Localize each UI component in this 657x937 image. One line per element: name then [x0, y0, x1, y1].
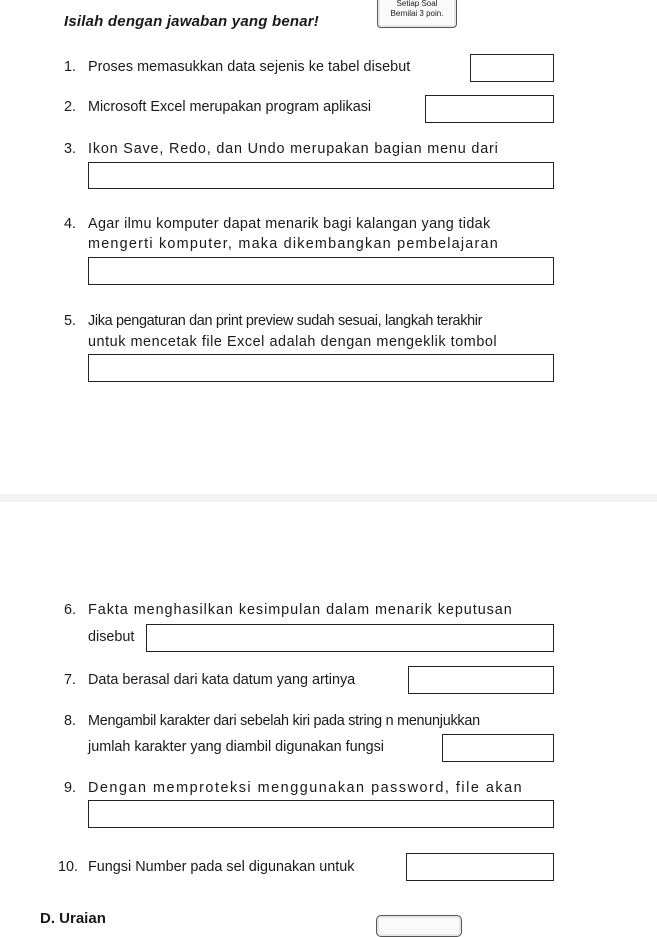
score-badge-line2: Bernilai 3 poin.	[390, 9, 444, 18]
answer-box-3[interactable]	[88, 162, 554, 189]
question-number: 1.	[64, 59, 77, 75]
page-divider	[0, 494, 657, 502]
score-badge	[377, 0, 457, 28]
answer-box-1[interactable]	[470, 54, 554, 82]
question-text: Fungsi Number pada sel digunakan untuk	[88, 859, 355, 875]
question-text: disebut	[88, 629, 135, 645]
question-text: jumlah karakter yang diambil digunakan fungsi	[88, 739, 384, 755]
question-text: Proses memasukkan data sejenis ke tabel disebut	[88, 59, 411, 75]
question-text: Dengan memproteksi menggunakan password, file akan	[88, 780, 524, 796]
question-text: Microsoft Excel merupakan program aplikasi	[88, 99, 372, 115]
answer-box-5[interactable]	[88, 354, 554, 382]
section-heading: D. Uraian	[40, 910, 106, 927]
answer-box-10[interactable]	[406, 853, 554, 881]
score-badge-line1: Setiap Soal	[396, 0, 438, 8]
question-number: 8.	[64, 713, 77, 729]
question-number: 10.	[58, 859, 79, 875]
question-text: Fakta menghasilkan kesimpulan dalam menarik keputusan	[88, 602, 513, 618]
question-text: mengerti komputer, maka dikembangkan pembelajaran	[88, 236, 499, 252]
question-text: untuk mencetak file Excel adalah dengan mengeklik tombol	[88, 334, 498, 350]
question-text: Agar ilmu komputer dapat menarik bagi kalangan yang tidak	[88, 216, 491, 232]
question-number: 9.	[64, 780, 77, 796]
answer-box-7[interactable]	[408, 666, 554, 694]
instruction-heading: Isilah dengan jawaban yang benar!	[64, 13, 319, 30]
question-text: Jika pengaturan dan print preview sudah sesuai, langkah terakhir	[88, 313, 483, 329]
question-number: 4.	[64, 216, 77, 232]
answer-box-4[interactable]	[88, 257, 554, 285]
answer-box-9[interactable]	[88, 800, 554, 828]
question-text: Mengambil karakter dari sebelah kiri pada string n menunjukkan	[88, 713, 480, 729]
section-badge	[376, 915, 462, 937]
answer-box-8[interactable]	[442, 734, 554, 762]
question-number: 3.	[64, 141, 77, 157]
question-text: Data berasal dari kata datum yang artinya	[88, 672, 356, 688]
question-number: 2.	[64, 99, 77, 115]
question-number: 7.	[64, 672, 77, 688]
question-number: 6.	[64, 602, 77, 618]
question-number: 5.	[64, 313, 77, 329]
answer-box-6[interactable]	[146, 624, 554, 652]
question-text: Ikon Save, Redo, dan Undo merupakan bagian menu dari	[88, 141, 499, 157]
answer-box-2[interactable]	[425, 95, 554, 123]
